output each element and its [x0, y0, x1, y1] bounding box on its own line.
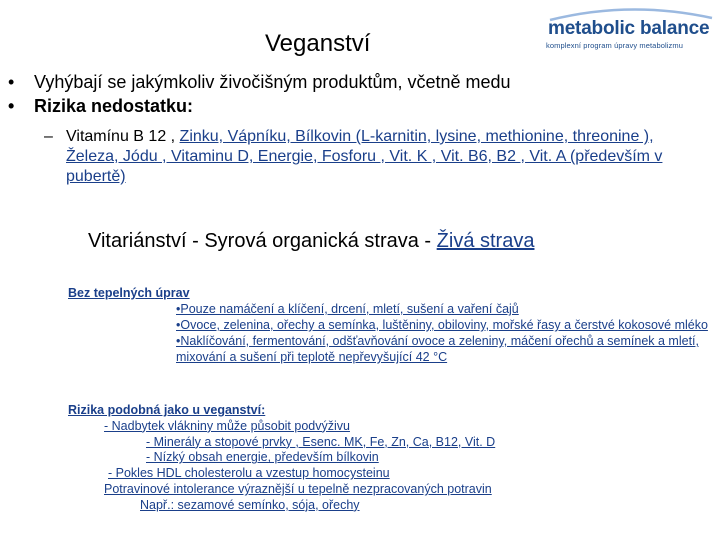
risk-line-link[interactable]: - Minerály a stopové prvky , Esenc. MK, Fe, Zn, Ca, B12, Vit. D — [146, 434, 496, 449]
bullet-item: • Rizika nedostatku: — [8, 94, 511, 118]
section-title-text: Vitariánství - Syrová organická strava - — [88, 230, 437, 252]
raw-item-link[interactable]: •Ovoce, zelenina, ořechy a semínka, luštěniny, obiloviny, mořské řasy a čerstvé kokosové mléko — [176, 318, 708, 332]
sub-bullet-text — [66, 127, 664, 187]
raw-items — [176, 301, 720, 365]
section-title — [88, 230, 534, 253]
risk-line-link[interactable]: Potravinové intolerance výraznější u tepelně nezpracovaných potravin — [104, 481, 492, 496]
main-bullets — [8, 70, 511, 118]
logo-word-1: metabolic — [548, 18, 635, 39]
risk-line-link[interactable]: Např.: sezamové semínko, sója, ořechy — [140, 497, 360, 512]
sub-bullet-dash: – — [44, 128, 53, 145]
sub-bullet-link[interactable]: Zinku, Vápníku, Bílkovin (L-karnitin, lysine, methionine, threonine ), Železa, Jódu , Vitaminu D, Energie, Fosforu , Vit. K , Vit. B6, B2 , Vit. A (především v pubertě) — [66, 128, 663, 185]
raw-food-section — [68, 285, 720, 365]
raw-heading-link[interactable]: Bez tepelných úprav — [68, 286, 190, 300]
raw-item-link[interactable]: •Pouze namáčení a klíčení, drcení, mletí, sušení a vaření čajů — [176, 302, 519, 316]
bullet-item: • Vyhýbají se jakýmkoliv živočišným produktům, včetně medu — [8, 70, 511, 94]
slide-title: Veganství — [265, 30, 371, 57]
risk-line-link[interactable]: - Nadbytek vlákniny může působit podvýživu — [104, 418, 350, 433]
logo-wordmark — [548, 18, 709, 40]
section-title-link[interactable]: Živá strava — [436, 230, 535, 252]
risk-line-link[interactable]: - Nízký obsah energie, především bílkovin — [146, 450, 379, 465]
deficiency-sub-bullet — [44, 127, 664, 187]
metabolic-balance-logo — [540, 6, 716, 54]
logo-tagline: komplexní program úpravy metabolizmu — [546, 41, 683, 50]
logo-word-2: balance — [640, 18, 710, 39]
sub-bullet-plain: Vitamínu B 12 , — [66, 128, 180, 145]
risks-heading-link[interactable]: Rizika podobná jako u veganství: — [68, 403, 266, 417]
raw-item-link[interactable]: •Naklíčování, fermentování, odšťavňování ovoce a zeleniny, máčení ořechů a semínek a mletí, mixování a sušení při teplotě nepřevyšující 42 °C — [176, 334, 699, 364]
risks-section — [68, 403, 495, 514]
risk-line-link[interactable]: - Pokles HDL cholesterolu a vzestup homocysteinu — [108, 466, 390, 481]
